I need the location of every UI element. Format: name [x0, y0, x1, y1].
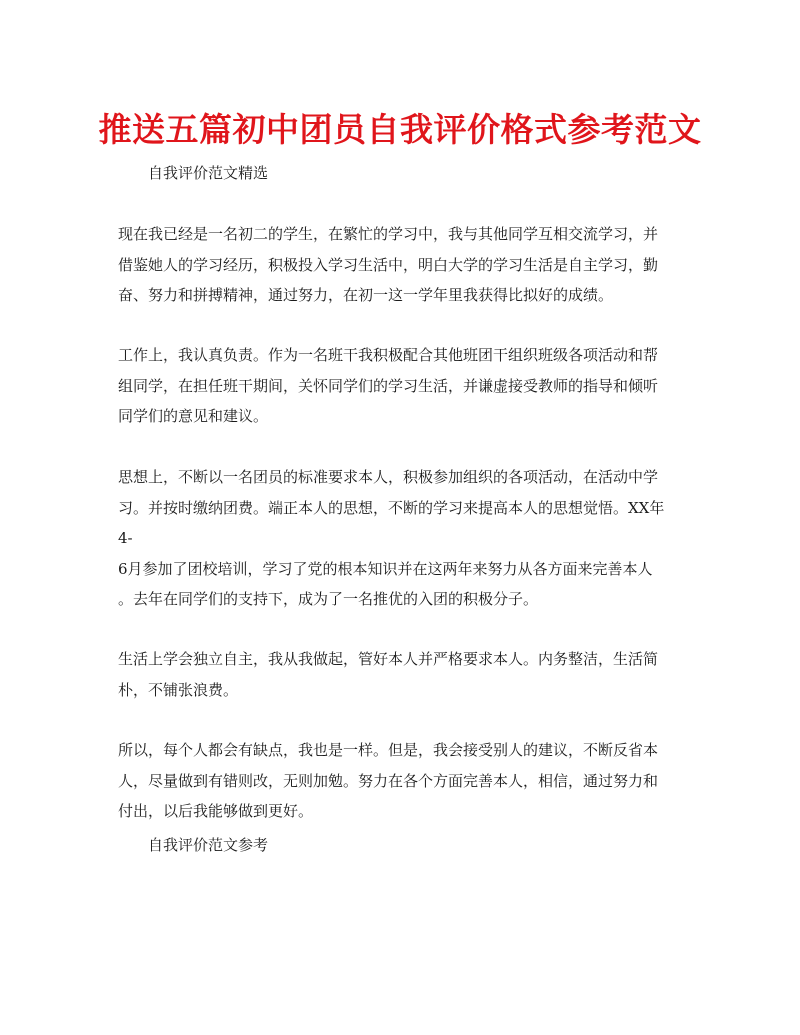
paragraph-life	[118, 644, 688, 705]
paragraph-line: 朴，不铺张浪费。	[118, 680, 239, 699]
paragraph-study	[118, 219, 688, 311]
paragraph-line: 生活上学会独立自主，我从我做起，管好本人并严格要求本人。内务整洁，生活简	[118, 650, 659, 668]
paragraph-line: 付出，以后我能够做到更好。	[118, 802, 314, 820]
paragraph-thought	[118, 462, 688, 615]
document-title: 推送五篇初中团员自我评价格式参考范文	[98, 110, 702, 149]
paragraph-work	[118, 340, 688, 432]
paragraph-line: 工作上，我认真负责。作为一名班干我积极配合其他班团干组织班级各项活动和帮	[118, 346, 659, 364]
paragraph-line: 组同学，在担任班干期间，关怀同学们的学习生活，并谦虚接受教师的指导和倾听	[118, 376, 659, 395]
subheading-reference: 自我评价范文参考	[148, 836, 269, 854]
paragraph-line: 人，尽量做到有错则改，无则加勉。努力在各个方面完善本人，相信，通过努力和	[118, 771, 659, 790]
paragraph-line: 现在我已经是一名初二的学生，在繁忙的学习中，我与其他同学互相交流学习，并	[118, 225, 659, 243]
subheading-selected: 自我评价范文精选	[148, 164, 269, 182]
paragraph-line: 习。并按时缴纳团费。端正本人的思想，不断的学习来提高本人的思想觉悟。XX年	[118, 498, 665, 517]
paragraph-line: 4-	[118, 529, 133, 547]
paragraph-line: 所以，每个人都会有缺点，我也是一样。但是，我会接受别人的建议，不断反省本	[118, 741, 659, 759]
paragraph-line: 。去年在同学们的支持下，成为了一名推优的入团的积极分子。	[118, 590, 539, 608]
paragraph-line: 奋、努力和拼搏精神，通过努力，在初一这一学年里我获得比拟好的成绩。	[118, 286, 614, 304]
paragraph-line: 6月参加了团校培训，学习了党的根本知识并在这两年来努力从各方面来完善本人	[118, 559, 653, 578]
paragraph-conclusion	[118, 735, 688, 827]
paragraph-line: 借鉴她人的学习经历，积极投入学习生活中，明白大学的学习生活是自主学习，勤	[118, 255, 659, 274]
paragraph-line: 思想上，不断以一名团员的标准要求本人，积极参加组织的各项活动，在活动中学	[118, 468, 659, 486]
paragraph-line: 同学们的意见和建议。	[118, 407, 269, 425]
